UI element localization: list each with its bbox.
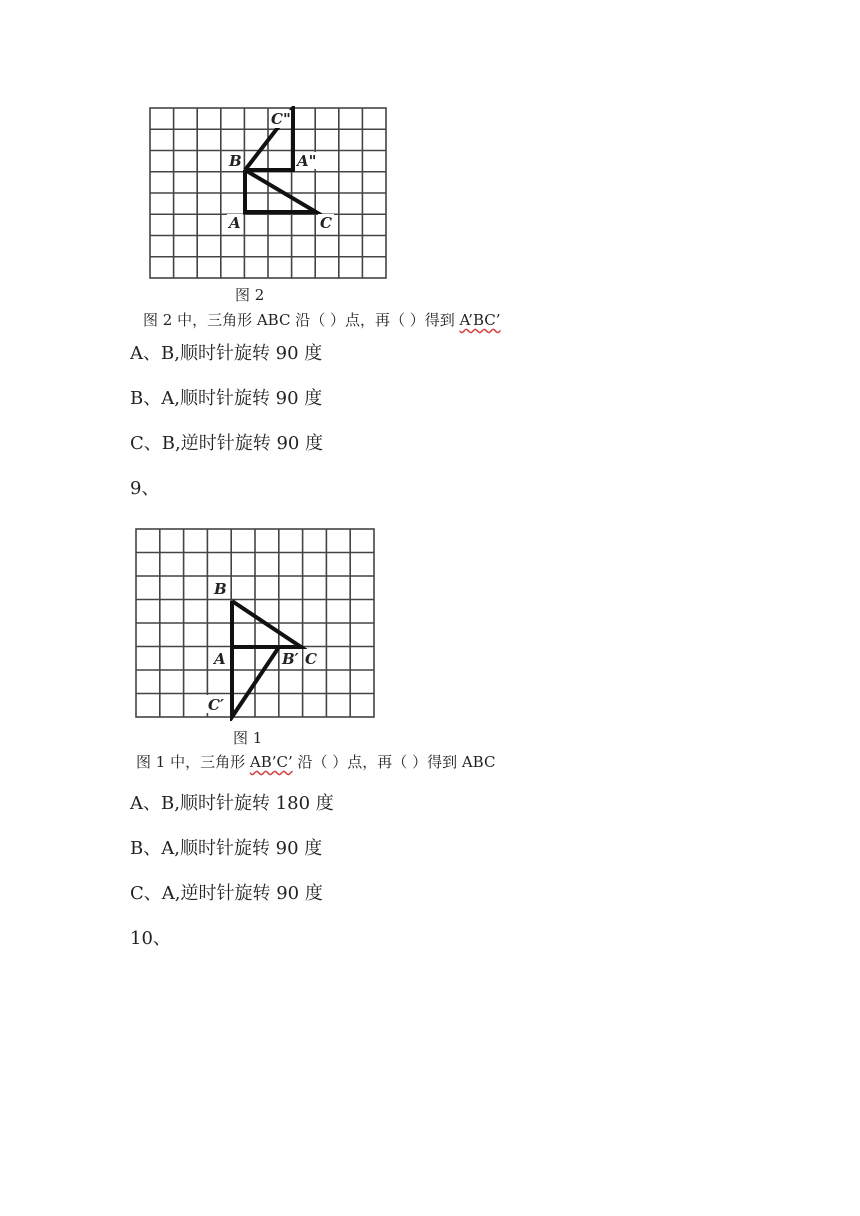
q9-option-b: B、A,顺时针旋转 90 度: [130, 838, 323, 859]
q8-option-b: B、A,顺时针旋转 90 度: [130, 388, 323, 409]
question-9-text: [136, 753, 495, 771]
label-c: C: [320, 214, 332, 232]
question-9-prefix: 图 1 中，三角形: [136, 753, 246, 771]
figure-2-caption: 图 2: [235, 286, 265, 304]
label-a: A: [229, 214, 241, 232]
question-8-prefix: 图 2 中，三角形 ABC 沿（ ）点，再（ ）得到: [143, 311, 455, 329]
figure-2-grid: [148, 106, 388, 282]
question-9-subject: AB’C’: [249, 753, 293, 771]
label-c2: C": [271, 110, 291, 128]
figure-1-caption: 图 1: [233, 729, 263, 747]
q9-option-a: A、B,顺时针旋转 180 度: [130, 793, 334, 814]
label-c: C: [305, 650, 317, 668]
q9-option-c: C、A,逆时针旋转 90 度: [130, 883, 323, 904]
question-10-number: 10、: [130, 928, 171, 949]
triangle-abc: [232, 601, 301, 647]
label-b: B: [229, 152, 242, 170]
q8-option-c: C、B,逆时针旋转 90 度: [130, 433, 324, 454]
question-8-target: A’BC’: [459, 311, 501, 329]
label-b: B: [214, 580, 227, 598]
label-a: A: [214, 650, 226, 668]
figure-1-grid: [134, 527, 376, 721]
label-c1: C′: [208, 696, 224, 714]
label-a2: A": [297, 152, 317, 170]
q8-option-a: A、B,顺时针旋转 90 度: [130, 343, 323, 364]
question-8-text: [143, 311, 501, 329]
label-b1: B′: [282, 650, 299, 668]
question-9-suffix: 沿（ ）点，再（ ）得到 ABC: [297, 753, 496, 771]
question-9-number: 9、: [130, 478, 160, 499]
triangle-abc: [245, 170, 316, 212]
